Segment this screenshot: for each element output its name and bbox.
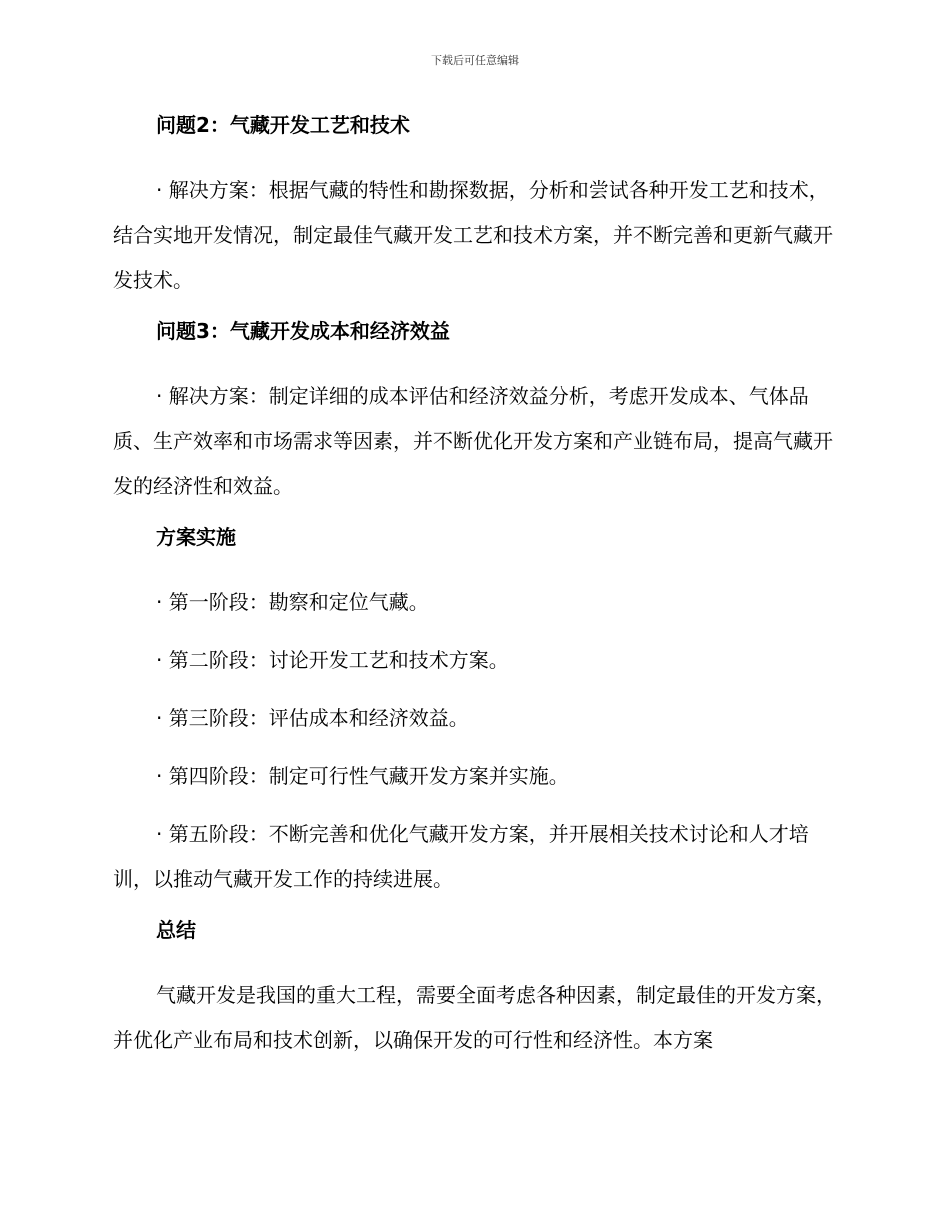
document-body — [113, 110, 837, 1076]
list-item-stage-1: · 第一阶段：勘察和定位气藏。 — [156, 590, 429, 614]
section-heading-q2: 问题2：气藏开发工艺和技术 — [156, 113, 410, 137]
paragraph-q3-solution: · 解决方案：制定详细的成本评估和经济效益分析，考虑开发成本、气体品质、生产效率和市场需求等因素，并不断优化开发方案和产业链布局，提高气藏开发的经济性和效益。 — [113, 384, 833, 498]
page-header: 下载后可任意编辑 — [431, 54, 519, 67]
section-heading-summary: 总结 — [156, 918, 196, 942]
list-item-stage-2: · 第二阶段：讨论开发工艺和技术方案。 — [156, 648, 509, 672]
paragraph-summary: 气藏开发是我国的重大工程，需要全面考虑各种因素，制定最佳的开发方案，并优化产业布局和技术创新，以确保开发的可行性和经济性。本方案 — [113, 983, 836, 1052]
list-item-stage-4: · 第四阶段：制定可行性气藏开发方案并实施。 — [156, 764, 569, 788]
section-heading-implementation: 方案实施 — [156, 525, 236, 549]
section-heading-q3: 问题3：气藏开发成本和经济效益 — [156, 319, 450, 343]
paragraph-q2-solution: · 解决方案：根据气藏的特性和勘探数据，分析和尝试各种开发工艺和技术，结合实地开发情况，制定最佳气藏开发工艺和技术方案，并不断完善和更新气藏开发技术。 — [113, 178, 833, 292]
list-item-stage-3: · 第三阶段：评估成本和经济效益。 — [156, 706, 469, 730]
list-item-stage-5: · 第五阶段：不断完善和优化气藏开发方案，并开展相关技术讨论和人才培训，以推动气藏开发工作的持续进展。 — [113, 822, 809, 891]
